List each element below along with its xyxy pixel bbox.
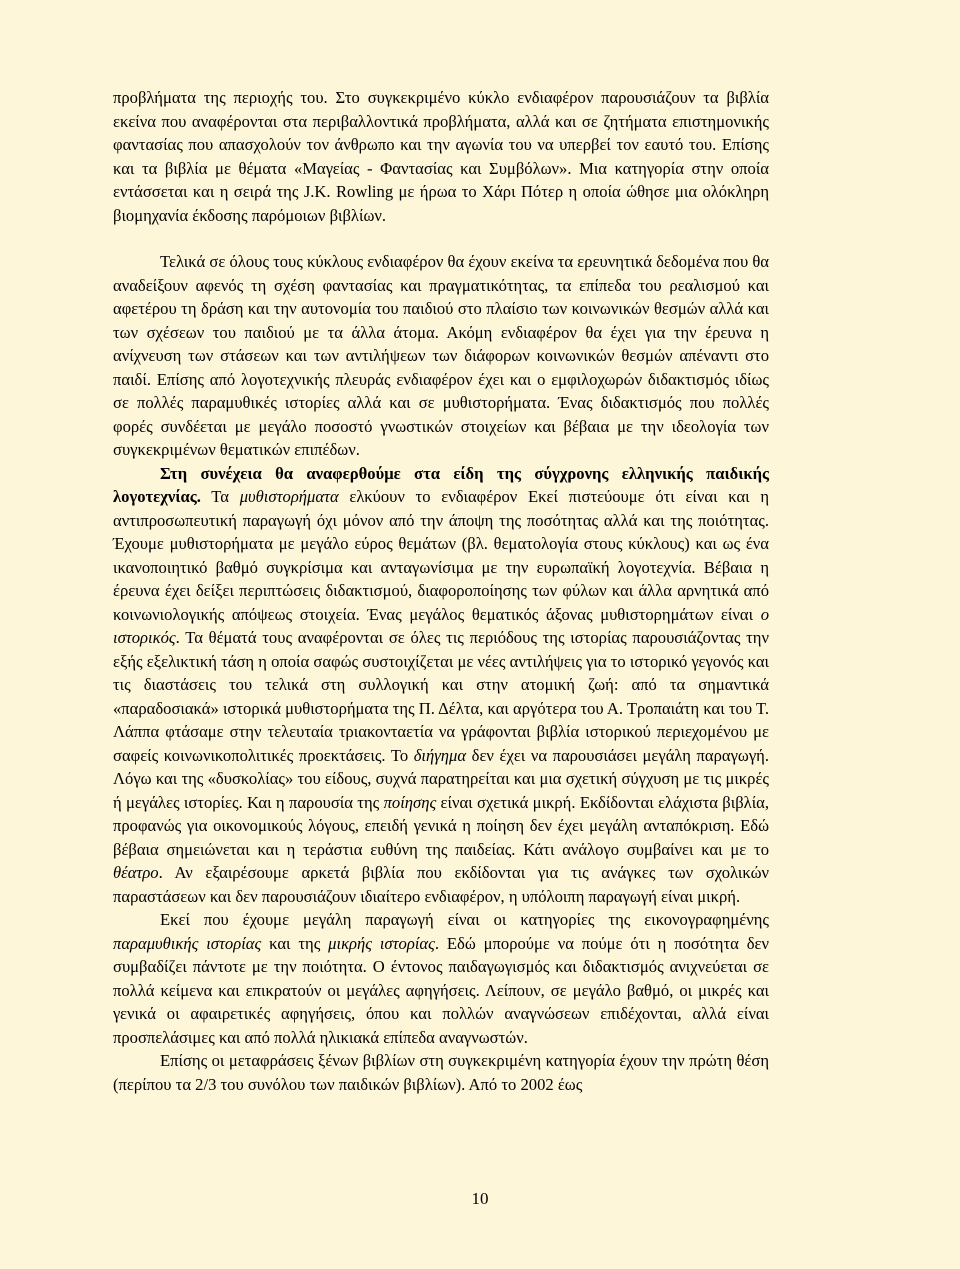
page-number: 10: [471, 1189, 489, 1208]
document-body: [113, 86, 769, 1096]
text-run: ελκύουν το ενδιαφέρον Εκεί πιστεύουμε ότι είναι και η αντιπροσωπευτική παραγωγή όχι μόνον από την άποψη της ποσότητας αλλά και της ποιότητας. Έχουμε μυθιστορήματα με μεγάλο εύρος θεμάτων (βλ. θεματολογία στους κύκλους) και ως ένα ικανοποιητικό βαθμό συγκρίσιμα και ανταγωνίσιμα με την ευρωπαϊκή λογοτεχνία. Βέβαια η έρευνα έχει δείξει περιπτώσεις διδακτισμού, διαφοροποίησης των φύλων και άλλα αρνητικά από κοινωνιολογικής απόψεως στοιχεία. Ένας μεγάλος θεματικός άξονας μυθιστορημάτων είναι: [113, 487, 770, 624]
italic-text: μυθιστορήματα: [239, 487, 339, 506]
text-run: και της: [261, 933, 329, 953]
italic-text: ο ιστορικός: [113, 604, 769, 647]
text-run: . Εδώ μπορούμε να πούμε ότι η ποσότητα δεν συμβαδίζει πάντοτε με την ποιότητα. Ο έντονος παιδαγωγισμός και διδακτισμός ανιχνεύεται σε πολλά κείμενα και επικρατούν οι μεγάλες αφηγήσεις. Λείπουν, σε μεγάλο βαθμό, οι μικρές και γενικά οι αφαιρετικές αφηγήσεις, όπου και πολλών αναγνώσεων επιδέχονται, αλλά είναι προσπελάσιμες και από πολλά ηλικιακά επίπεδα αναγνωστών.: [113, 933, 769, 1047]
italic-text: μικρής ιστορίας: [328, 933, 435, 953]
text-run: Τα: [200, 487, 240, 506]
paragraph: [113, 250, 769, 462]
text-run: . Τα θέματά τους αναφέρονται σε όλες τις περιόδους της ιστορίας παρουσιάζοντας την εξής εξελικτική τάση η οποία σαφώς συστοιχίζεται με νέες αντιλήψεις για το ιστορικό γεγονός και τις διαστάσεις του τελικά στη συλλογική και στην ατομική ζωή: από τα σημαντικά «παραδοσιακά» ιστορικά μυθιστορήματα της Π. Δέλτα, και αργότερα του Α. Τροπαιάτη και του Τ. Λάππα φτάσαμε στην τελευταία τριακονταετία να γράφονται βιβλία ιστορικού περιεχομένου με σαφείς κοινωνικοπολιτικές προεκτάσεις. Το: [113, 628, 769, 765]
italic-text: παραμυθικής ιστορίας: [113, 933, 262, 953]
text-run: Επίσης οι μεταφράσεις ξένων βιβλίων στη συγκεκριμένη κατηγορία έχουν την πρώτη θέση (περίπου τα 2/3 του συνόλου των παιδικών βιβλίων). Από το 2002 έως: [113, 1051, 769, 1094]
paragraph: [113, 1049, 769, 1096]
italic-text: διήγημα: [413, 745, 467, 765]
text-run: είναι σχετικά μικρή. Εκδίδονται ελάχιστα βιβλία, προφανώς για οικονομικούς λόγους, επειδή γενικά η ποίηση δεν έχει μεγάλη ανταπόκριση. Εδώ βέβαια σημειώνεται και η τεράστια ευθύνη της παιδείας. Κάτι ανάλογο συμβαίνει και με το: [113, 792, 769, 859]
italic-text: ποίησης: [383, 792, 437, 812]
text-run: προβλήματα της περιοχής του. Στο συγκεκριμένο κύκλο ενδιαφέρον παρουσιάζουν τα βιβλία εκείνα που αναφέρονται στα περιβαλλοντικά προβλήματα, αλλά και σε ζητήματα επιστημονικής φαντασίας που απασχολούν τον άνθρωπο και την αγωνία του να υπερβεί τον εαυτό του. Επίσης και τα βιβλία με θέματα «Μαγείας - Φαντασίας και Συμβόλων». Μια κατηγορία στην οποία εντάσσεται και η σειρά της J.K. Rowling με ήρωα το Χάρι Πότερ η οποία ώθησε μια ολόκληρη βιομηχανία έκδοσης παρόμοιων βιβλίων.: [113, 88, 769, 225]
text-run: Τελικά σε όλους τους κύκλους ενδιαφέρον θα έχουν εκείνα τα ερευνητικά δεδομένα που θα αναδείξουν αφενός τη σχέση φαντασίας και πραγματικότητας, τα επίπεδα του ρεαλισμού και αφετέρου τη δράση και την αυτονομία του παιδιού στο πλαίσιο των κοινωνικών θεσμών αλλά και των σχέσεων του παιδιού με τα άλλα άτομα. Ακόμη ενδιαφέρον θα έχει για την έρευνα η ανίχνευση των στάσεων και των αντιλήψεων των διάφορων κοινωνικών θεσμών απέναντι στο παιδί. Επίσης από λογοτεχνικής πλευράς ενδιαφέρον έχει και ο εμφιλοχωρών διδακτισμός ιδίως σε πολλές παραμυθικές ιστορίες αλλά και σε μυθιστορήματα. Ένας διδακτισμός που πολλές φορές συνδέεται με μεγάλο ποσοστό γνωστικών στοιχείων και βέβαια με την ιδεολογία των συγκεκριμένων θεματικών επιπέδων.: [113, 252, 769, 459]
paragraph: [113, 462, 769, 909]
paragraph: [113, 86, 769, 227]
text-run: Εκεί που έχουμε μεγάλη παραγωγή είναι οι κατηγορίες της εικονογραφημένης: [160, 910, 769, 929]
bold-text: Στη συνέχεια θα αναφερθούμε στα είδη της σύγχρονης ελληνικής παιδικής λογοτεχνίας.: [113, 463, 769, 506]
italic-text: θέατρο: [113, 863, 159, 882]
text-run: . Αν εξαιρέσουμε αρκετά βιβλία που εκδίδονται για τις ανάγκες των σχολικών παραστάσεων και δεν παρουσιάζουν ιδιαίτερο ενδιαφέρον, η υπόλοιπη παραγωγή είναι μικρή.: [113, 863, 769, 906]
paragraph: [113, 908, 769, 1049]
text-run: δεν έχει να παρουσιάσει μεγάλη παραγωγή. Λόγω και της «δυσκολίας» του είδους, συχνά παρατηρείται και μια σχετική σύγχυση με τις μικρές ή μεγάλες ιστορίες. Και η παρουσία της: [113, 745, 769, 812]
